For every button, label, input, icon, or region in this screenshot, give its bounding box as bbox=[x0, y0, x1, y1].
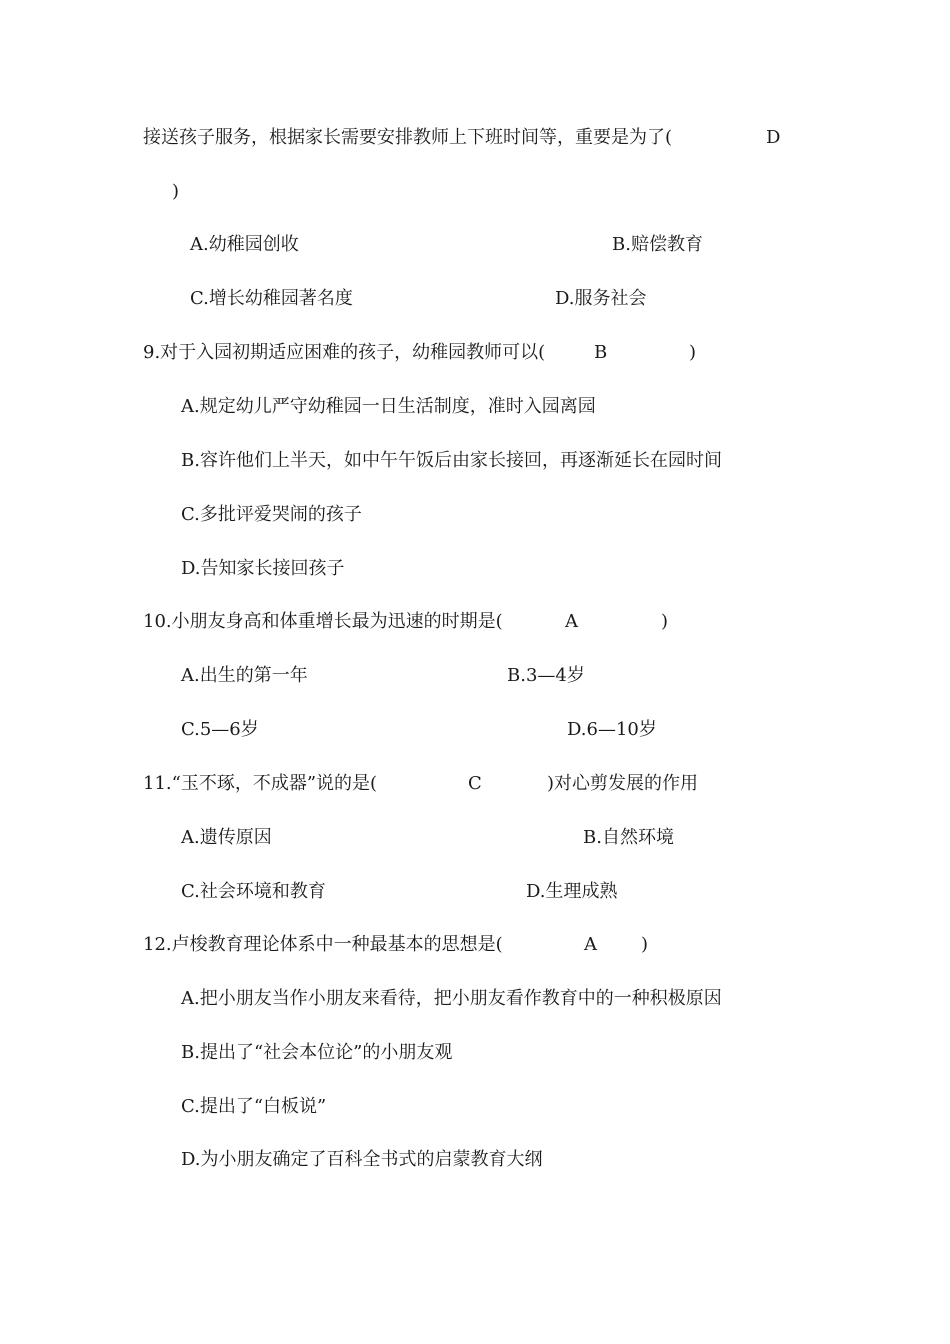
q8-stem: 接送孩子服务，根据家长需要安排教师上下班时间等，重要是为了( bbox=[143, 127, 673, 148]
q8-close-paren: ) bbox=[172, 181, 180, 202]
q9-option-a: A.规定幼儿严守幼稚园一日生活制度，准时入园离园 bbox=[181, 396, 596, 417]
q10-option-d: D.6—10岁 bbox=[567, 719, 657, 740]
q10-option-c: C.5—6岁 bbox=[181, 719, 259, 740]
q8-option-c: C.增长幼稚园著名度 bbox=[190, 288, 353, 309]
q12-option-c: C.提出了“白板说” bbox=[181, 1096, 327, 1117]
q11-option-a: A.遗传原因 bbox=[181, 827, 272, 848]
q11-stem: 11.“玉不琢，不成器”说的是( bbox=[143, 773, 378, 794]
q9-close-paren: ) bbox=[689, 342, 697, 363]
q9-option-d: D.告知家长接回孩子 bbox=[181, 558, 345, 579]
q10-stem: 10.小朋友身高和体重增长最为迅速的时期是( bbox=[143, 611, 503, 632]
q12-option-d: D.为小朋友确定了百科全书式的启蒙教育大纲 bbox=[181, 1149, 543, 1170]
q12-option-b: B.提出了“社会本位论”的小朋友观 bbox=[181, 1042, 453, 1063]
q11-answer: C bbox=[468, 773, 482, 794]
q11-option-b: B.自然环境 bbox=[583, 827, 674, 848]
q11-option-d: D.生理成熟 bbox=[526, 881, 618, 902]
q12-answer: A bbox=[584, 934, 597, 955]
q12-stem: 12.卢梭教育理论体系中一种最基本的思想是( bbox=[143, 934, 503, 955]
q9-option-b: B.容许他们上半天，如中午午饭后由家长接回，再逐渐延长在园时间 bbox=[181, 450, 722, 471]
q8-option-d: D.服务社会 bbox=[555, 288, 647, 309]
q10-option-b: B.3—4岁 bbox=[507, 665, 585, 686]
q8-option-b: B.赔偿教育 bbox=[612, 234, 703, 255]
q11-tail: )对心剪发展的作用 bbox=[547, 773, 699, 794]
q11-option-c: C.社会环境和教育 bbox=[181, 881, 326, 902]
q10-close-paren: ) bbox=[661, 611, 669, 632]
q9-stem: 9.对于入园初期适应困难的孩子，幼稚园教师可以( bbox=[143, 342, 546, 363]
q8-option-a: A.幼稚园创收 bbox=[190, 234, 299, 255]
q9-option-c: C.多批评爱哭闹的孩子 bbox=[181, 504, 362, 525]
q10-answer: A bbox=[565, 611, 578, 632]
q12-option-a: A.把小朋友当作小朋友来看待，把小朋友看作教育中的一种积极原因 bbox=[181, 988, 722, 1009]
q9-answer: B bbox=[594, 342, 608, 363]
q8-answer: D bbox=[766, 127, 781, 148]
q12-close-paren: ) bbox=[641, 934, 649, 955]
q10-option-a: A.出生的第一年 bbox=[181, 665, 308, 686]
